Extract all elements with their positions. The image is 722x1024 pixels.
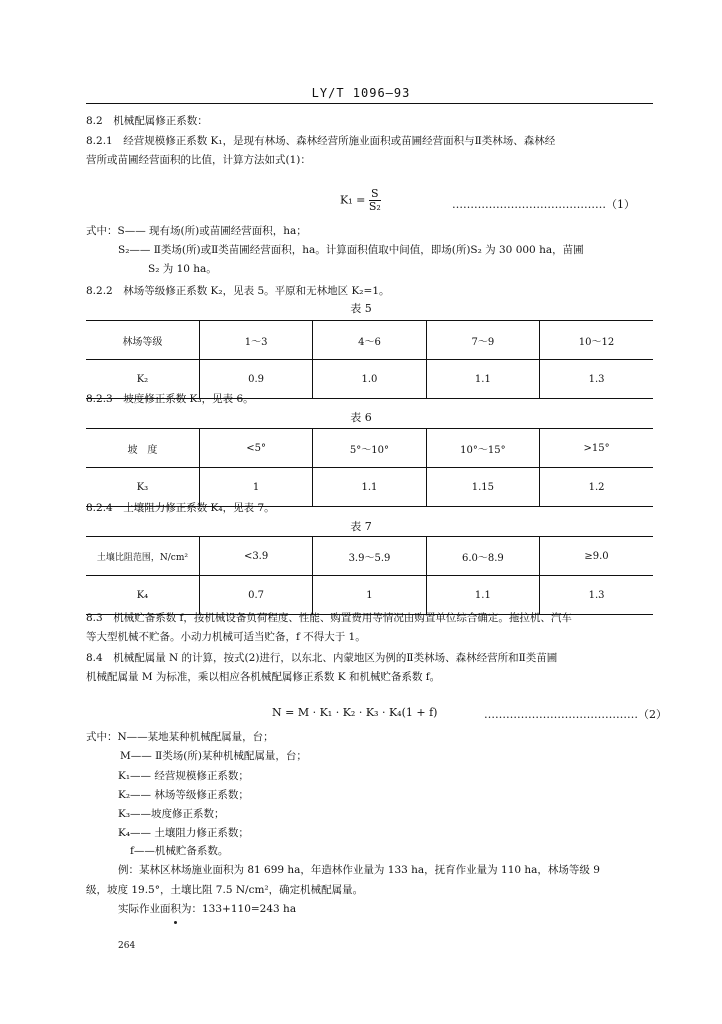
table-cell: <3.9 — [199, 537, 312, 576]
section-8-4-line2: 机械配属量 M 为标准，乘以相应各机械配属修正系数 K 和机械贮备系数 f。 — [86, 671, 441, 683]
section-8-2-1-line1: 8.2.1 经营规模修正系数 K₁，是现有林场、森林经营所施业面积或苗圃经营面积与Ⅱ类林场、森林经 — [86, 135, 556, 147]
table-row — [86, 429, 653, 468]
table-cell: 1.1 — [313, 468, 426, 507]
table-cell: 1 — [313, 576, 426, 615]
section-8-2-3: 8.2.3 坡度修正系数 K₃，见表 6。 — [86, 393, 254, 405]
table-cell: 1.3 — [540, 360, 653, 399]
table-cell: 6.0～8.9 — [426, 537, 539, 576]
equation-2: N = M · K₁ · K₂ · K₃ · K₄(1 + f) — [272, 706, 438, 719]
table-cell: 10°～15° — [426, 429, 539, 468]
table6 — [86, 428, 653, 507]
table-cell: 3.9～5.9 — [313, 537, 426, 576]
definition-n: 式中：N——某地某种机械配属量，台； — [86, 731, 274, 743]
equation-1-dots: ……………………………………（1） — [452, 198, 635, 211]
definition-s2-line1: S₂—— Ⅱ类场(所)或Ⅱ类苗圃经营面积，ha。计算面积值取中间值，即场(所)S₂ 为 30 000 ha，苗圃 — [118, 244, 584, 256]
definition-f: f——机械贮备系数。 — [130, 845, 229, 857]
equation-1-denominator: S₂ — [368, 200, 381, 213]
table-cell: 1.0 — [313, 360, 426, 399]
table-cell: <5° — [199, 429, 312, 468]
equation-1 — [340, 188, 381, 213]
table-cell: 林场等级 — [86, 321, 199, 360]
definition-k4: K₄—— 土壤阻力修正系数； — [118, 827, 249, 839]
example-line3: 实际作业面积为：133+110=243 ha — [118, 903, 297, 915]
table-cell: K₄ — [86, 576, 199, 615]
definition-k1: K₁—— 经营规模修正系数； — [118, 770, 249, 782]
section-8-2-1-line2: 营所或苗圃经营面积的比值，计算方法如式(1)： — [86, 154, 311, 166]
table-cell: K₂ — [86, 360, 199, 399]
table-cell: 1.1 — [426, 360, 539, 399]
table-cell: 0.9 — [199, 360, 312, 399]
table5 — [86, 320, 653, 399]
table-cell: 1.3 — [540, 576, 653, 615]
table-cell: 4～6 — [313, 321, 426, 360]
table-cell: 5°～10° — [313, 429, 426, 468]
definition-m: M—— Ⅱ类场(所)某种机械配属量，台； — [120, 750, 307, 762]
definition-k3: K₃——坡度修正系数； — [118, 808, 225, 820]
equation-1-numerator: S — [369, 188, 381, 201]
table-cell: K₃ — [86, 468, 199, 507]
table-row — [86, 321, 653, 360]
table-cell: 1.15 — [426, 468, 539, 507]
section-8-2-2: 8.2.2 林场等级修正系数 K₂，见表 5。平原和无林地区 K₂=1。 — [86, 285, 390, 297]
section-8-3-line2: 等大型机械不贮备。小动力机械可适当贮备，f 不得大于 1。 — [86, 631, 366, 643]
table-cell: 1～3 — [199, 321, 312, 360]
table-cell: 7～9 — [426, 321, 539, 360]
equation-1-fraction — [369, 188, 381, 213]
stray-mark — [174, 921, 177, 924]
table6-caption: 表 6 — [350, 411, 372, 424]
table7-caption: 表 7 — [350, 520, 372, 533]
equation-2-dots: ……………………………………（2） — [484, 708, 667, 721]
section-8-2-4: 8.2.4 土壤阻力修正系数 K₄，见表 7。 — [86, 502, 275, 514]
table-row — [86, 537, 653, 576]
table-cell: 坡 度 — [86, 429, 199, 468]
table-cell: 1 — [199, 468, 312, 507]
definition-s2-line2: S₂ 为 10 ha。 — [148, 263, 217, 275]
section-8-2-title: 8.2 机械配属修正系数： — [86, 115, 208, 127]
section-8-4-line1: 8.4 机械配属量 N 的计算，按式(2)进行，以东北、内蒙地区为例的Ⅱ类林场、森林经营所和Ⅱ类苗圃 — [86, 652, 558, 664]
section-8-3-line1: 8.3 机械贮备系数 f，按机械设备负荷程度、性能、购置费用等情况由购置单位综合确定。拖拉机、汽车 — [86, 612, 572, 624]
table-cell: >15° — [540, 429, 653, 468]
table-cell: 0.7 — [199, 576, 312, 615]
table-cell: 土壤比阻范围，N/cm² — [86, 537, 199, 576]
table7 — [86, 536, 653, 615]
table-cell: 1.1 — [426, 576, 539, 615]
definition-s: 式中：S—— 现有场(所)或苗圃经营面积，ha； — [86, 225, 307, 237]
table-cell: 1.2 — [540, 468, 653, 507]
table-cell: 10～12 — [540, 321, 653, 360]
definition-k2: K₂—— 林场等级修正系数； — [118, 789, 249, 801]
table-cell: ≥9.0 — [540, 537, 653, 576]
page-number: 264 — [118, 941, 136, 951]
table5-caption: 表 5 — [350, 302, 372, 315]
example-line2: 级，坡度 19.5°，土壤比阻 7.5 N/cm²，确定机械配属量。 — [86, 884, 364, 896]
equation-1-lhs: K₁ = — [340, 193, 366, 207]
page-header: LY/T 1096—93 — [311, 86, 411, 100]
header-rule — [86, 103, 653, 104]
example-line1: 例：某林区林场施业面积为 81 699 ha，年造林作业量为 133 ha，抚育作业量为 110 ha，林场等级 9 — [118, 864, 600, 876]
